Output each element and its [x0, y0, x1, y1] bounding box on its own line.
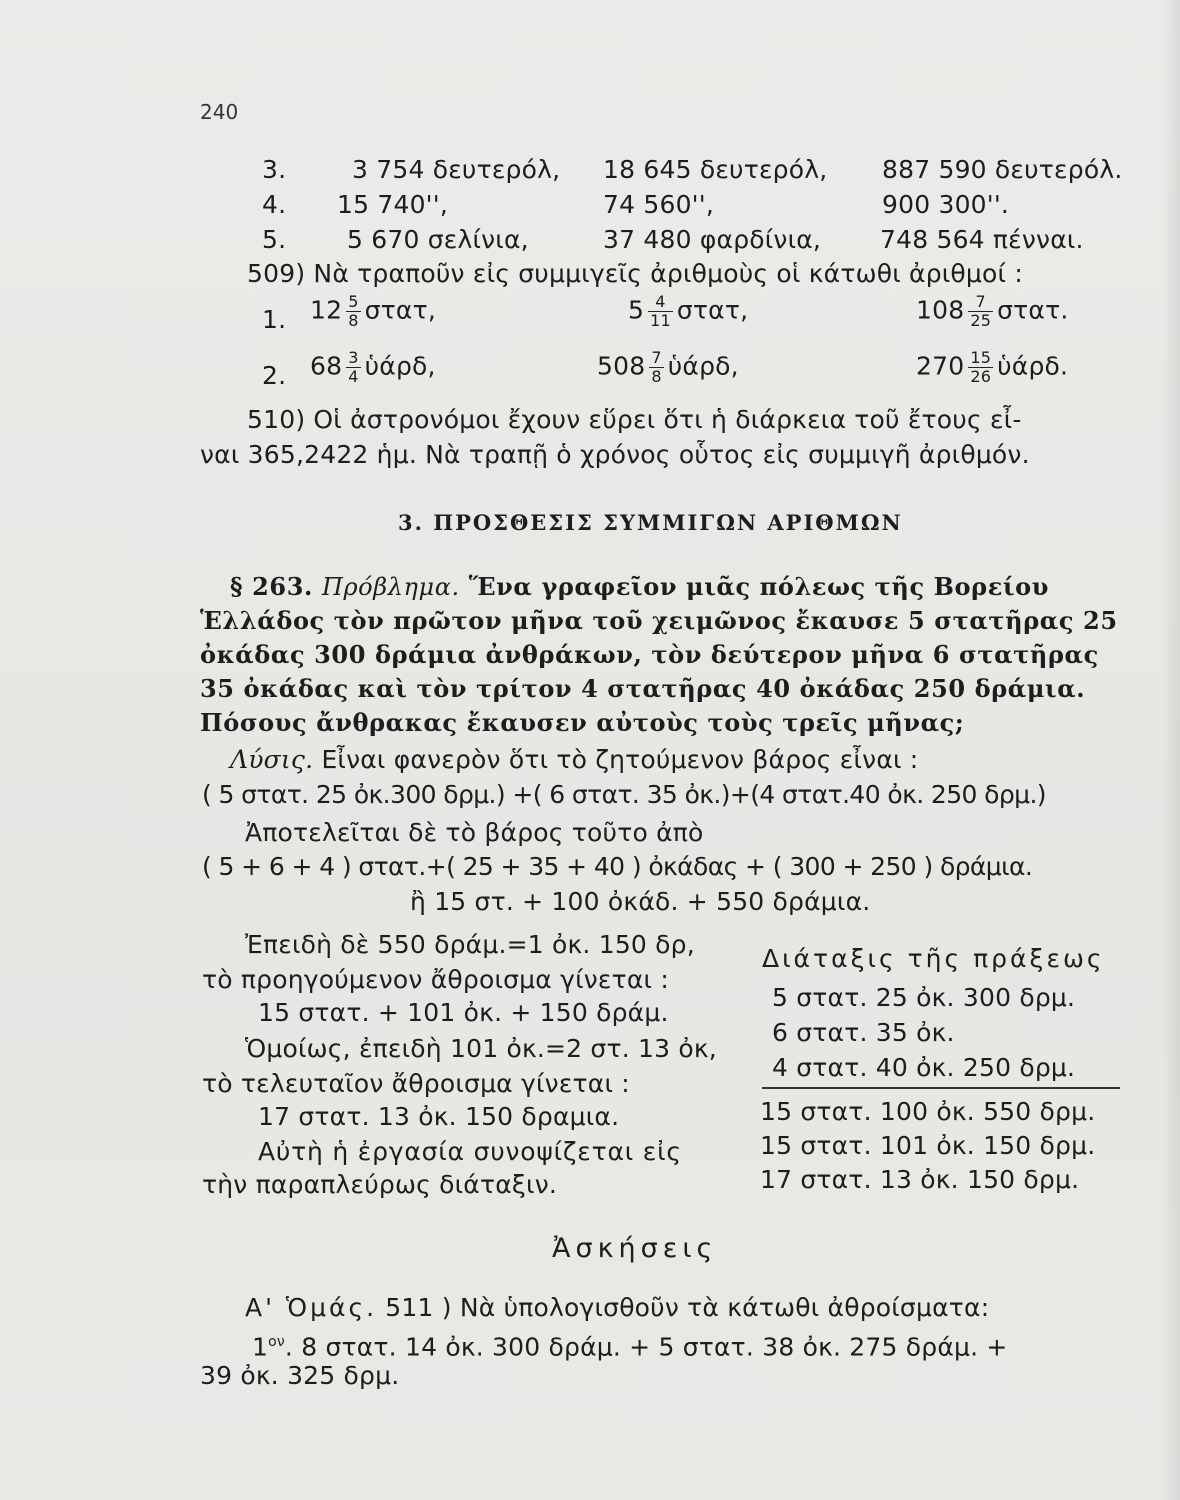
fraction: $\frac{3}{4}$: [348, 348, 359, 386]
fraction: $\frac{5}{8}$: [348, 292, 359, 330]
unit: ὑάρδ,: [364, 351, 436, 381]
sum-row: 17 στατ. 13 ὀκ. 150 δρμ.: [760, 1165, 1080, 1194]
solution-label: Λύσις.: [230, 745, 314, 774]
whole: 5: [628, 295, 645, 325]
addend-row: 5 στατ. 25 ὀκ. 300 δρμ.: [772, 983, 1076, 1012]
exercises-heading: Ἀσκήσεις: [552, 1233, 718, 1264]
group-label: Α' Ὁμάς.: [245, 1293, 378, 1322]
exercise-511-line1: [245, 1293, 989, 1323]
explanation-line: τὸ τελευταῖον ἄθροισμα γίνεται :: [202, 1069, 630, 1098]
exercise-511-line3: 39 ὀκ. 325 δρμ.: [200, 1361, 400, 1390]
row-number: 3.: [262, 155, 287, 184]
addend-row: 4 στατ. 40 ὀκ. 250 δρμ.: [772, 1053, 1076, 1082]
explanation-line: τὴν παραπλεύρως διάταξιν.: [202, 1170, 558, 1199]
problem-line1: [230, 572, 1049, 601]
problem-line5: Πόσους ἄνθρακας ἔκαυσεν αὐτοὺς τοὺς τρεῖς μῆνας;: [200, 708, 965, 737]
problem-line2: Ἑλλάδος τὸν πρῶτον μῆνα τοῦ χειμῶνος ἔκαυσε 5 στατῆρας 25: [200, 606, 1118, 635]
solution-line3: Ἀποτελεῖται δὲ τὸ βάρος τοῦτο ἀπὸ: [245, 818, 704, 847]
fraction: $\frac{15}{26}$: [970, 348, 992, 386]
mixed-number: [916, 349, 1068, 386]
problem-label: Πρόβλημα.: [321, 573, 460, 601]
mixed-number: [916, 293, 1068, 330]
fraction: $\frac{7}{25}$: [970, 292, 992, 330]
row-number: 4.: [262, 190, 287, 219]
exercise-510-line1: 510) Οἱ ἀστρονόμοι ἔχουν εὕρει ὅτι ἡ διάρκεια τοῦ ἔτους εἶ-: [247, 405, 1022, 434]
solution-text: Εἶναι φανερὸν ὅτι τὸ ζητούμενον βάρος εἶναι :: [321, 745, 919, 774]
cell-a: 3 754 δευτερόλ,: [352, 155, 561, 184]
exercise-510-line2: ναι 365,2422 ἡμ. Νὰ τραπῇ ὁ χρόνος οὗτος εἰς συμμιγῆ ἀριθμόν.: [200, 440, 1030, 469]
whole: 108: [916, 295, 965, 325]
mixed-number: [310, 293, 436, 330]
cell-b: 37 480 φαρδίνια,: [603, 225, 822, 254]
cell-c: 900 300''.: [882, 190, 1010, 219]
fraction: $\frac{7}{8}$: [651, 348, 662, 386]
whole: 12: [310, 295, 343, 325]
fraction: $\frac{4}{11}$: [650, 292, 671, 330]
exercise-509-title: 509) Νὰ τραποῦν εἰς συμμιγεῖς ἀριθμοὺς οἱ κάτωθι ἀριθμοί :: [247, 259, 1023, 288]
whole: 508: [597, 351, 646, 381]
section-heading: 3. ΠΡΟΣΘΕΣΙΣ ΣΥΜΜΙΓΩΝ ΑΡΙΘΜΩΝ: [398, 510, 903, 535]
solution-line2: ( 5 στατ. 25 ὀκ.300 δρμ.) +( 6 στατ. 35 ὀκ.)+(4 στατ.40 ὀκ. 250 δρμ.): [202, 780, 1046, 809]
unit: στατ,: [676, 295, 749, 325]
explanation-line: 15 στατ. + 101 ὀκ. + 150 δράμ.: [258, 998, 669, 1027]
whole: 68: [310, 351, 343, 381]
sum-row: 15 στατ. 101 ὀκ. 150 δρμ.: [760, 1131, 1096, 1160]
solution-line5: ἢ 15 στ. + 100 ὀκάδ. + 550 δράμια.: [410, 887, 871, 916]
explanation-line: Ὁμοίως, ἐπειδὴ 101 ὀκ.=2 στ. 13 ὀκ,: [245, 1034, 717, 1063]
page-shadow-edge: [1162, 0, 1180, 1500]
solution-line4: ( 5 + 6 + 4 ) στατ.+( 25 + 35 + 40 ) ὀκάδας + ( 300 + 250 ) δράμια.: [202, 852, 1033, 881]
mixed-number: [597, 349, 739, 386]
cell-b: 74 560'',: [603, 190, 714, 219]
exercise-511-text: 511 ) Νὰ ὑπολογισθοῦν τὰ κάτωθι ἀθροίσματα:: [385, 1293, 990, 1322]
sum-rule: [762, 1087, 1120, 1089]
problem-line4: 35 ὀκάδας καὶ τὸν τρίτον 4 στατῆρας 40 ὀκάδας 250 δράμια.: [200, 674, 1086, 703]
unit: στατ,: [364, 295, 436, 325]
operation-layout-title: Διάταξις τῆς πράξεως: [762, 944, 1105, 973]
cell-a: 5 670 σελίνια,: [347, 225, 529, 254]
paragraph-number: § 263.: [230, 572, 313, 601]
sum-row: 15 στατ. 100 ὀκ. 550 δρμ.: [760, 1097, 1096, 1126]
page-number: 240: [200, 100, 239, 124]
explanation-line: τὸ προηγούμενον ἄθροισμα γίνεται :: [202, 965, 669, 994]
row-number: 1.: [262, 305, 287, 334]
unit: στατ.: [997, 295, 1069, 325]
mixed-number: [628, 293, 748, 330]
explanation-line: Ἐπειδὴ δὲ 550 δράμ.=1 ὀκ. 150 δρ,: [245, 930, 695, 959]
mixed-number: [310, 349, 436, 386]
exercise-511-line2: $1^{o\nu}$. 8 στατ. 14 ὀκ. 300 δράμ. + 5 στατ. 38 ὀκ. 275 δράμ. +: [252, 1332, 1008, 1362]
unit: ὑάρδ.: [997, 351, 1069, 381]
cell-c: 748 564 πένναι.: [880, 225, 1084, 254]
problem-line3: ὀκάδας 300 δράμια ἀνθράκων, τὸν δεύτερον μῆνα 6 στατῆρας: [200, 640, 1099, 669]
cell-a: 15 740'',: [337, 190, 448, 219]
row-number: 2.: [262, 361, 287, 390]
whole: 270: [916, 351, 965, 381]
cell-b: 18 645 δευτερόλ,: [603, 155, 828, 184]
explanation-line: Αὐτὴ ἡ ἐργασία συνοψίζεται εἰς: [258, 1137, 682, 1166]
unit: ὑάρδ,: [667, 351, 739, 381]
addend-row: 6 στατ. 35 ὀκ.: [772, 1018, 955, 1047]
problem-text: Ἕνα γραφεῖον μιᾶς πόλεως τῆς Βορείου: [468, 572, 1049, 601]
explanation-line: 17 στατ. 13 ὀκ. 150 δραμια.: [258, 1102, 620, 1131]
solution-line1: [230, 745, 918, 775]
row-number: 5.: [262, 225, 287, 254]
cell-c: 887 590 δευτερόλ.: [882, 155, 1123, 184]
